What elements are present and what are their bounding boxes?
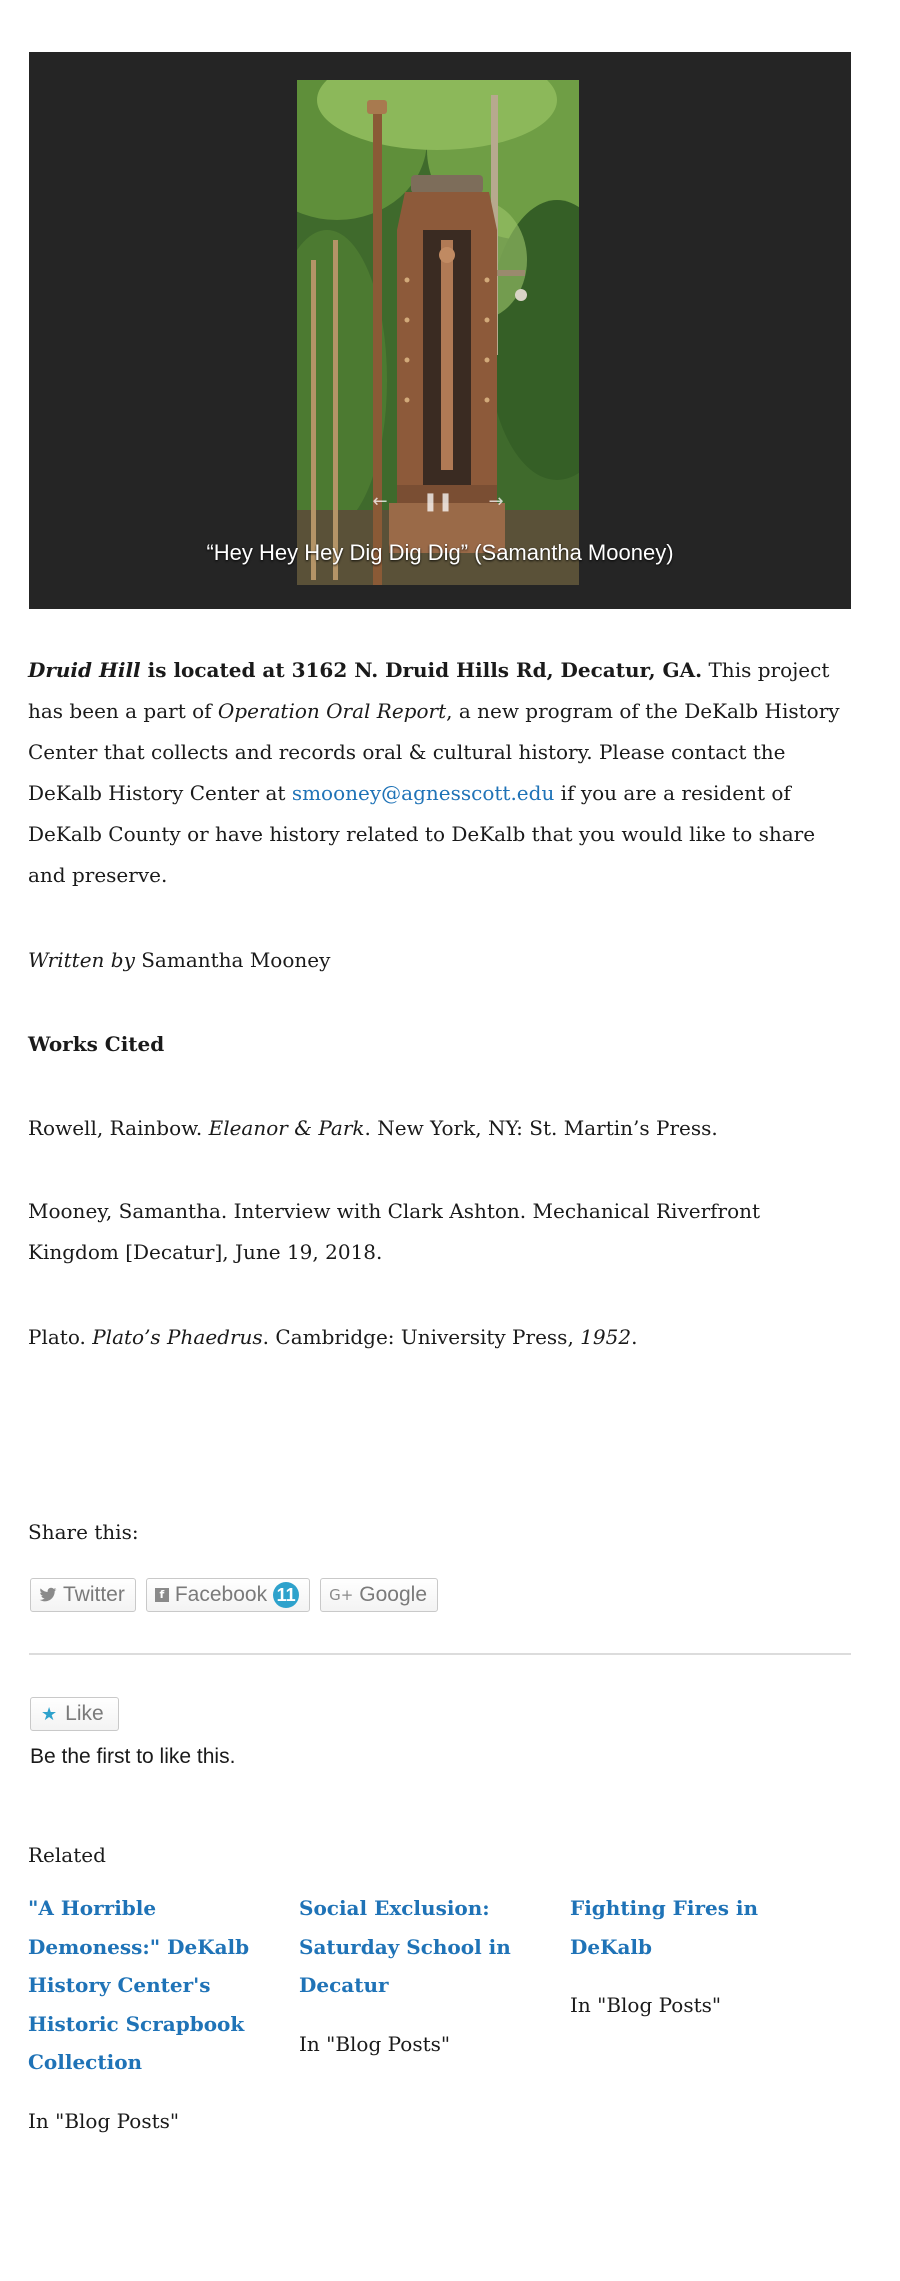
location-text: is located at 3162 N. Druid Hills Rd, Decatur, GA. [140, 658, 703, 682]
paragraph-text: , a new program of the DeKalb History Center that collects and records oral & cultural history. Please contact the DeKalb History Center at [28, 699, 840, 805]
byline-author: Samantha Mooney [134, 948, 331, 972]
related-post-category: In "Blog Posts" [28, 2108, 180, 2133]
paragraph-text: if you are a resident of DeKalb County or have history related to DeKalb that you would like to share and preserve. [28, 781, 816, 887]
star-icon: ★ [41, 1703, 58, 1725]
paragraph-text: This project has been a part of [28, 658, 830, 723]
citation-text: . Cambridge: University Press, [262, 1325, 581, 1349]
facebook-label: Facebook [174, 1583, 268, 1606]
citation-text: Plato. [28, 1325, 93, 1349]
twitter-share-button[interactable] [30, 1578, 136, 1612]
google-share-button[interactable] [320, 1578, 438, 1612]
facebook-share-button[interactable] [146, 1578, 310, 1612]
citation-title: Eleanor & Park [208, 1116, 365, 1140]
slideshow-controls [363, 487, 513, 515]
divider [29, 1653, 851, 1655]
google-plus-icon: G+ [329, 1586, 354, 1604]
byline-label: Written by [28, 948, 135, 972]
arrow-right-icon[interactable]: → [488, 490, 504, 512]
like-note: Be the first to like this. [30, 1745, 236, 1768]
related-post-category: In "Blog Posts" [299, 2031, 451, 2056]
facebook-icon: f [155, 1588, 169, 1602]
email-link[interactable]: smooney@agnesscott.edu [291, 781, 555, 805]
related-post [299, 1889, 544, 2056]
citation: Mooney, Samantha. Interview with Clark Ashton. Mechanical Riverfront Kingdom [Decatur], June 19, 2018. [28, 1199, 761, 1264]
works-cited-heading: Works Cited [28, 1032, 165, 1056]
like-label: Like [65, 1702, 104, 1725]
citation-text: . [631, 1325, 638, 1349]
citation [28, 1108, 848, 1149]
place-name: Druid Hill [28, 658, 141, 682]
related-post [28, 1889, 273, 2133]
twitter-icon [39, 1587, 57, 1603]
citation-text: Rowell, Rainbow. [28, 1116, 209, 1140]
byline [28, 940, 848, 981]
related-title: Related [28, 1843, 106, 1867]
share-title: Share this: [28, 1520, 139, 1544]
slideshow-caption: “Hey Hey Hey Dig Dig Dig” (Samantha Mooney) [206, 540, 674, 565]
twitter-label: Twitter [63, 1583, 125, 1606]
related-post-category: In "Blog Posts" [570, 1993, 722, 2017]
google-label: Google [359, 1583, 427, 1606]
related-post [570, 1889, 815, 2017]
citation [28, 1317, 848, 1358]
pause-icon[interactable]: ❚❚ [422, 490, 454, 512]
citation-text: . New York, NY: St. Martin’s Press. [364, 1116, 718, 1140]
share-buttons [30, 1578, 438, 1612]
related-post-link[interactable]: Social Exclusion: Saturday School in Decatur [299, 1896, 511, 1997]
arrow-left-icon[interactable]: ← [372, 490, 388, 512]
facebook-share-count: 11 [273, 1582, 299, 1608]
citation-title: Plato’s Phaedrus [92, 1325, 263, 1349]
program-name: Operation Oral Report [217, 699, 447, 723]
intro-paragraph [28, 650, 848, 896]
like-button[interactable] [30, 1697, 119, 1731]
related-post-link[interactable]: Fighting Fires in DeKalb [570, 1896, 759, 1959]
slideshow[interactable] [29, 52, 851, 609]
related-post-link[interactable]: "A Horrible Demoness:" DeKalb History Center's Historic Scrapbook Collection [28, 1896, 250, 2074]
citation-year: 1952 [580, 1325, 632, 1349]
